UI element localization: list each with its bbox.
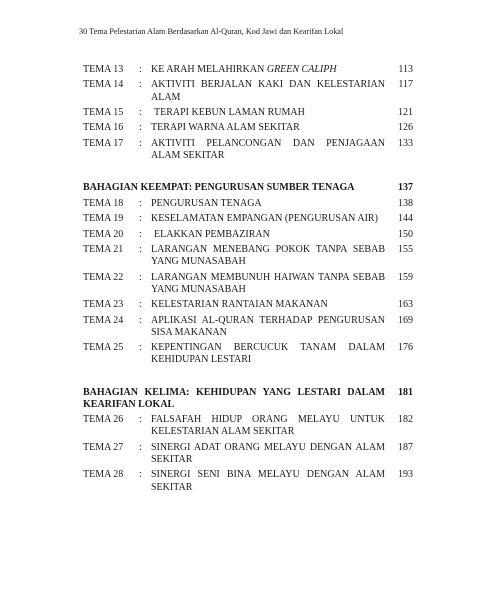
- toc-entry-title: LARANGAN MENEBANG POKOK TANPA SEBAB YANG MUNASABAH: [151, 243, 385, 268]
- section-heading-page: 181: [398, 386, 413, 398]
- toc-entry-tema-21[interactable]: [83, 244, 413, 268]
- toc-entry-page: 155: [398, 243, 413, 255]
- toc-entry-title: LARANGAN MEMBUNUH HAIWAN TANPA SEBAB YANG MUNASABAH: [151, 271, 385, 295]
- toc-entry-tema-19[interactable]: [83, 213, 413, 225]
- toc-entry-tema-13[interactable]: [83, 64, 413, 76]
- toc-entry-colon: :: [139, 469, 142, 481]
- toc-entry-label: TEMA 21: [83, 243, 124, 255]
- toc-entry-page: 182: [398, 414, 413, 426]
- toc-entry-tema-15[interactable]: [83, 107, 413, 119]
- toc-entry-label: TEMA 17: [83, 137, 124, 149]
- toc-entry-page: 121: [398, 106, 413, 118]
- section-heading-keempat[interactable]: [83, 182, 413, 194]
- toc-entry-title: AKTIVITI BERJALAN KAKI DAN KELESTARIAN ALAM: [151, 79, 385, 103]
- section-heading-page: 137: [398, 182, 413, 194]
- table-of-contents: [83, 64, 413, 497]
- toc-entry-label: TEMA 14: [83, 79, 124, 91]
- toc-entry-colon: :: [139, 271, 142, 283]
- toc-entry-tema-28[interactable]: [83, 469, 413, 493]
- toc-entry-colon: :: [139, 228, 142, 240]
- toc-entry-page: 150: [398, 228, 413, 240]
- toc-entry-colon: :: [139, 137, 142, 149]
- toc-entry-colon: :: [139, 106, 142, 118]
- toc-entry-title: ELAKKAN PEMBAZIRAN: [154, 228, 270, 240]
- toc-entry-page: 169: [398, 314, 413, 326]
- toc-entry-colon: :: [139, 197, 142, 209]
- toc-entry-label: TEMA 28: [83, 469, 124, 481]
- toc-entry-page: 163: [398, 299, 413, 311]
- toc-entry-colon: :: [139, 299, 142, 311]
- toc-entry-label: TEMA 25: [83, 342, 124, 354]
- toc-entry-label: TEMA 13: [83, 64, 124, 75]
- toc-entry-colon: :: [139, 64, 142, 75]
- toc-entry-tema-24[interactable]: [83, 315, 413, 339]
- toc-entry-tema-20[interactable]: [83, 229, 413, 241]
- toc-entry-title-text: KE ARAH MELAHIRKAN: [151, 64, 267, 75]
- toc-entry-title: SINERGI SENI BINA MELAYU DENGAN ALAM SEKITAR: [151, 469, 385, 493]
- section-heading-kelima[interactable]: [83, 387, 413, 411]
- toc-entry-label: TEMA 20: [83, 228, 124, 240]
- toc-entry-tema-16[interactable]: [83, 122, 413, 134]
- toc-entry-title: [151, 64, 391, 76]
- toc-entry-title: FALSAFAH HIDUP ORANG MELAYU UNTUK KELESTARIAN ALAM SEKITAR: [151, 414, 385, 438]
- toc-entry-colon: :: [139, 213, 142, 225]
- toc-entry-label: TEMA 22: [83, 271, 124, 283]
- toc-entry-title-italic: GREEN CALIPH: [266, 64, 337, 75]
- toc-entry-label: TEMA 18: [83, 197, 124, 209]
- toc-entry-label: TEMA 24: [83, 314, 124, 326]
- toc-entry-colon: :: [139, 414, 142, 426]
- toc-entry-title: TERAPI KEBUN LAMAN RUMAH: [154, 106, 305, 118]
- toc-entry-tema-27[interactable]: [83, 442, 413, 466]
- toc-entry-tema-18[interactable]: [83, 198, 413, 210]
- toc-entry-colon: :: [139, 441, 142, 453]
- section-heading-title: BAHAGIAN KEEMPAT: PENGURUSAN SUMBER TENAGA: [83, 182, 355, 194]
- toc-entry-title: TERAPI WARNA ALAM SEKITAR: [151, 122, 300, 134]
- toc-entry-label: TEMA 23: [83, 299, 124, 311]
- toc-entry-label: TEMA 15: [83, 106, 124, 118]
- toc-entry-page: 176: [398, 342, 413, 354]
- running-head: 30 Tema Pelestarian Alam Berdasarkan Al-Quran, Kod Jawi dan Kearifan Lokal: [79, 27, 344, 36]
- toc-entry-page: 117: [398, 79, 413, 91]
- toc-entry-tema-22[interactable]: [83, 272, 413, 296]
- toc-entry-title: APLIKASI AL-QURAN TERHADAP PENGURUSAN SISA MAKANAN: [151, 314, 385, 338]
- toc-entry-tema-14[interactable]: [83, 79, 413, 103]
- toc-entry-label: TEMA 19: [83, 213, 124, 225]
- section-heading-title: BAHAGIAN KELIMA: KEHIDUPAN YANG LESTARI DALAM KEARIFAN LOKAL: [83, 386, 385, 410]
- toc-entry-tema-17[interactable]: [83, 138, 413, 162]
- toc-entry-page: 126: [398, 122, 413, 134]
- toc-entry-label: TEMA 16: [83, 122, 124, 134]
- toc-entry-title: KEPENTINGAN BERCUCUK TANAM DALAM KEHIDUPAN LESTARI: [151, 342, 385, 366]
- toc-entry-page: 159: [398, 271, 413, 283]
- toc-entry-page: 193: [398, 469, 413, 481]
- toc-entry-title: SINERGI ADAT ORANG MELAYU DENGAN ALAM SEKITAR: [151, 441, 385, 466]
- toc-entry-colon: :: [139, 342, 142, 354]
- toc-entry-label: TEMA 26: [83, 414, 124, 426]
- toc-entry-page: 113: [398, 64, 413, 75]
- toc-entry-title: PENGURUSAN TENAGA: [151, 197, 262, 209]
- toc-entry-colon: :: [139, 314, 142, 326]
- toc-entry-title: KESELAMATAN EMPANGAN (PENGURUSAN AIR): [151, 213, 378, 225]
- toc-entry-title: KELESTARIAN RANTAIAN MAKANAN: [151, 299, 328, 311]
- toc-entry-page: 144: [398, 213, 413, 225]
- toc-entry-tema-25[interactable]: [83, 342, 413, 366]
- section-spacer: [83, 165, 413, 182]
- toc-entry-tema-26[interactable]: [83, 414, 413, 438]
- toc-entry-page: 187: [398, 441, 413, 453]
- toc-entry-title: AKTIVITI PELANCONGAN DAN PENJAGAAN ALAM SEKITAR: [151, 137, 385, 161]
- toc-entry-label: TEMA 27: [83, 441, 124, 453]
- toc-entry-colon: :: [139, 243, 142, 255]
- section-spacer: [83, 370, 413, 387]
- toc-entry-tema-23[interactable]: [83, 299, 413, 311]
- toc-entry-colon: :: [139, 79, 142, 91]
- toc-entry-page: 138: [398, 197, 413, 209]
- toc-entry-page: 133: [398, 137, 413, 149]
- toc-entry-colon: :: [139, 122, 142, 134]
